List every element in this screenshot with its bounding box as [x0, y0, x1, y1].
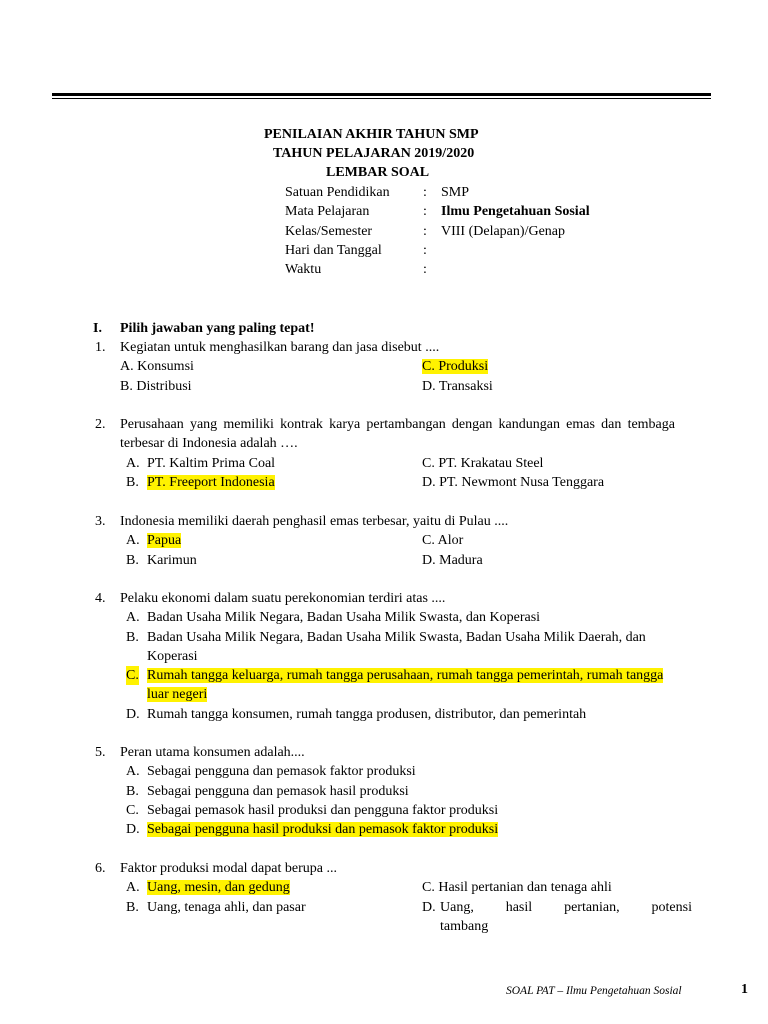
- header-rule-thick: [52, 93, 711, 96]
- info-row-waktu: Waktu :: [285, 262, 427, 278]
- page-number: 1: [741, 982, 748, 997]
- option-1b: B. Distribusi: [120, 378, 192, 394]
- question-2: 2. Perusahaan yang memiliki kontrak karya pertambangan dengan kandungan emas dan tembaga terbesar di Indonesia adalah …. A. PT. Kaltim Prima Coal C. PT. Krakatau Steel B. PT. Freeport Indonesia D. PT. Newmont Nusa Tenggara: [95, 415, 675, 492]
- option-4d: D. Rumah tangga konsumen, rumah tangga produsen, distributor, dan pemerintah: [126, 706, 587, 722]
- question-4: 4. Pelaku ekonomi dalam suatu perekonomian terdiri atas .... A. Badan Usaha Milik Negara, Badan Usaha Milik Swasta, dan Koperasi B. Badan Usaha Milik Negara, Badan Usaha Milik Swasta, Badan Usaha Milik Daerah, dan Koperasi C. Rumah tangga keluarga, rumah tangga perusahaan, rumah tangga pemerintah, rumah tangga luar negeri D. Rumah tangga konsumen, rumah tangga produsen, distributor, dan pemerintah: [95, 589, 675, 724]
- exam-title: PENILAIAN AKHIR TAHUN SMP: [264, 127, 479, 142]
- academic-year: TAHUN PELAJARAN 2019/2020: [273, 146, 475, 161]
- exam-info: [285, 183, 685, 279]
- option-5b: B. Sebagai pengguna dan pemasok hasil produksi: [126, 783, 409, 799]
- sheet-title: LEMBAR SOAL: [326, 165, 430, 180]
- info-row-mapel: Mata Pelajaran : Ilmu Pengetahuan Sosial: [285, 204, 590, 220]
- option-4a: A. Badan Usaha Milik Negara, Badan Usaha Milik Swasta, dan Koperasi: [126, 610, 541, 626]
- info-row-tanggal: Hari dan Tanggal :: [285, 242, 427, 258]
- option-2a: A. PT. Kaltim Prima Coal: [126, 455, 276, 471]
- option-6b: B. Uang, tenaga ahli, dan pasar: [126, 899, 306, 915]
- option-4b: B. Badan Usaha Milik Negara, Badan Usaha Milik Swasta, Badan Usaha Milik Daerah, dan Koperasi: [126, 629, 646, 664]
- option-3d: D. Madura: [422, 552, 483, 568]
- info-row-satuan: Satuan Pendidikan : SMP: [285, 185, 470, 200]
- option-1d: D. Transaksi: [422, 378, 493, 394]
- info-row-kelas: Kelas/Semester : VIII (Delapan)/Genap: [285, 223, 565, 239]
- option-1c: C. Produksi: [422, 359, 489, 375]
- option-4c: C. Rumah tangga keluarga, rumah tangga perusahaan, rumah tangga pemerintah, rumah tangga luar negeri: [126, 668, 664, 703]
- option-2d: D. PT. Newmont Nusa Tenggara: [422, 474, 605, 490]
- option-5c: C. Sebagai pemasok hasil produksi dan pengguna faktor produksi: [126, 802, 499, 818]
- option-1a: A. Konsumsi: [120, 359, 194, 375]
- option-3b: B. Karimun: [126, 552, 197, 568]
- option-2c: C. PT. Krakatau Steel: [422, 455, 544, 471]
- question-5: 5. Peran utama konsumen adalah.... A. Sebagai pengguna dan pemasok faktor produksi B. Sebagai pengguna dan pemasok hasil produksi C. Sebagai pemasok hasil produksi dan pengguna faktor produksi D. Sebagai pengguna hasil produksi dan pemasok faktor produksi: [95, 743, 675, 839]
- option-6a: A. Uang, mesin, dan gedung: [126, 880, 290, 896]
- option-2b: B. PT. Freeport Indonesia: [126, 474, 275, 490]
- option-6d: D. Uang, hasil pertanian, potensi tambang: [422, 899, 692, 934]
- option-3a: A. Papua: [126, 533, 182, 549]
- option-5d: D. Sebagai pengguna hasil produksi dan pemasok faktor produksi: [126, 822, 499, 838]
- footer-text: SOAL PAT – Ilmu Pengetahuan Sosial: [506, 985, 682, 997]
- question-6: 6. Faktor produksi modal dapat berupa ... A. Uang, mesin, dan gedung C. Hasil pertanian dan tenaga ahli B. Uang, tenaga ahli, dan pasar D. Uang, hasil pertanian, potensi tambang: [95, 859, 675, 936]
- option-5a: A. Sebagai pengguna dan pemasok faktor produksi: [126, 764, 416, 780]
- option-6c: C. Hasil pertanian dan tenaga ahli: [422, 880, 612, 896]
- question-3: 3. Indonesia memiliki daerah penghasil emas terbesar, yaitu di Pulau .... A. Papua C. Alor B. Karimun D. Madura: [95, 512, 675, 570]
- header-rule-thin: [52, 98, 711, 99]
- option-3c: C. Alor: [422, 533, 464, 549]
- question-1: 1. Kegiatan untuk menghasilkan barang dan jasa disebut .... A. Konsumsi C. Produksi B. Distribusi D. Transaksi: [95, 338, 675, 396]
